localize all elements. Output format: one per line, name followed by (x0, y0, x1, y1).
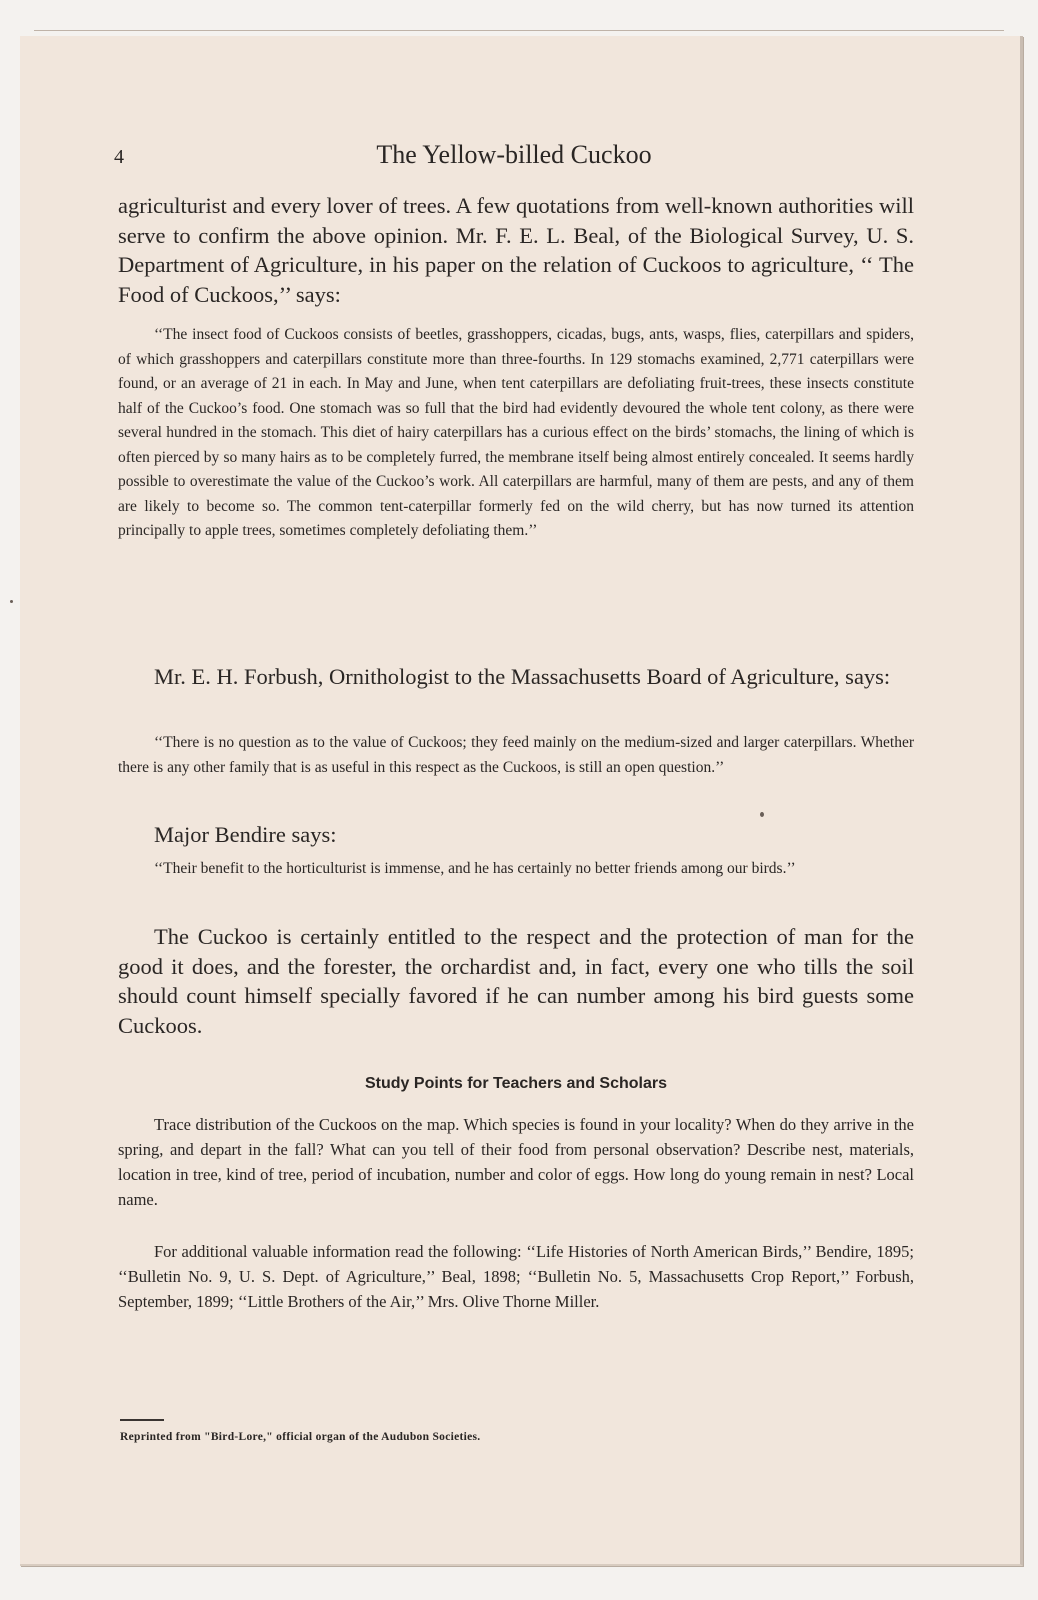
paper-blemish (760, 812, 764, 817)
quote-forbush: ‘‘There is no question as to the value of Cuckoos; they feed mainly on the medium-sized and larger caterpillars. Whether there is any other family that is as useful in this respect as the Cuckoos, is still an open question.’’ (118, 734, 914, 776)
paragraph-forbush: Mr. E. H. Forbush, Ornithologist to the Massachusetts Board of Agriculture, says: (154, 664, 891, 689)
study-points: Trace distribution of the Cuckoos on the map. Which species is found in your locality? When do they arrive in the spring, and depart in the fall? What can you tell of their food from personal observation? Describe nest, materials, location in tree, kind of tree, period of incubation, number and color of eggs. How long do young remain in nest? Local name. (118, 1115, 914, 1209)
footnote-rule (120, 1419, 164, 1421)
sheet-edge (34, 30, 1004, 39)
quote-beal: ‘‘The insect food of Cuckoos consists of beetles, grasshoppers, cicadas, bugs, ants, wasps, flies, caterpillars and spiders, of which grasshoppers and caterpillars constitute more than three-fourths. In 129 stomachs examined, 2,771 caterpillars were found, or an average of 21 in each. In May and June, when tent caterpillars are defoliating fruit-trees, these insects constitute half of the Cuckoo’s food. One stomach was so full that the bird had evidently devoured the whole tent colony, as there were several hundred in the stomach. This diet of hairy caterpillars has a curious effect on the birds’ stomachs, the lining of which is often pierced by so many hairs as to be completely furred, the membrane itself being almost entirely concealed. It seems hardly possible to overestimate the value of the Cuckoo’s work. All caterpillars are harmful, many of them are pests, and any of them are likely to become so. The common tent-caterpillar formerly fed on the wild cherry, but has now turned its attention principally to apple trees, sometimes completely defoliating them.’’ (118, 326, 914, 539)
paper-blemish (10, 600, 13, 603)
study-heading: Study Points for Teachers and Scholars (365, 1075, 667, 1092)
paragraph-bendire: Major Bendire says: (154, 822, 337, 847)
running-head (114, 140, 914, 174)
running-title: The Yellow-billed Cuckoo (376, 140, 652, 169)
footnote: Reprinted from "Bird-Lore," official organ of the Audubon Societies. (120, 1431, 481, 1443)
quote-bendire: ‘‘Their benefit to the horticulturist is immense, and he has certainly no better friends among our birds.’’ (154, 860, 796, 877)
page-number: 4 (114, 146, 124, 168)
further-reading: For additional valuable information read the following: ‘‘Life Histories of North American Birds,’’ Bendire, 1895; ‘‘Bulletin No. 9, U. S. Dept. of Agriculture,’’ Beal, 1898; ‘‘Bulletin No. 5, Massachusetts Crop Report,’’ Forbush, September, 1899; ‘‘Little Brothers of the Air,’’ Mrs. Olive Thorne Miller. (118, 1242, 914, 1311)
paragraph-conclusion: The Cuckoo is certainly entitled to the respect and the protection of man for the good it does, and the forester, the orchardist and, in fact, every one who tills the soil should count himself specially favored if he can number among his bird guests some Cuckoos. (118, 924, 914, 1038)
paragraph-intro: agriculturist and every lover of trees. A few quotations from well-known authorities will serve to confirm the above opinion. Mr. F. E. L. Beal, of the Biological Survey, U. S. Department of Agriculture, in his paper on the relation of Cuckoos to agriculture, ‘‘ The Food of Cuckoos,’’ says: (118, 193, 914, 307)
